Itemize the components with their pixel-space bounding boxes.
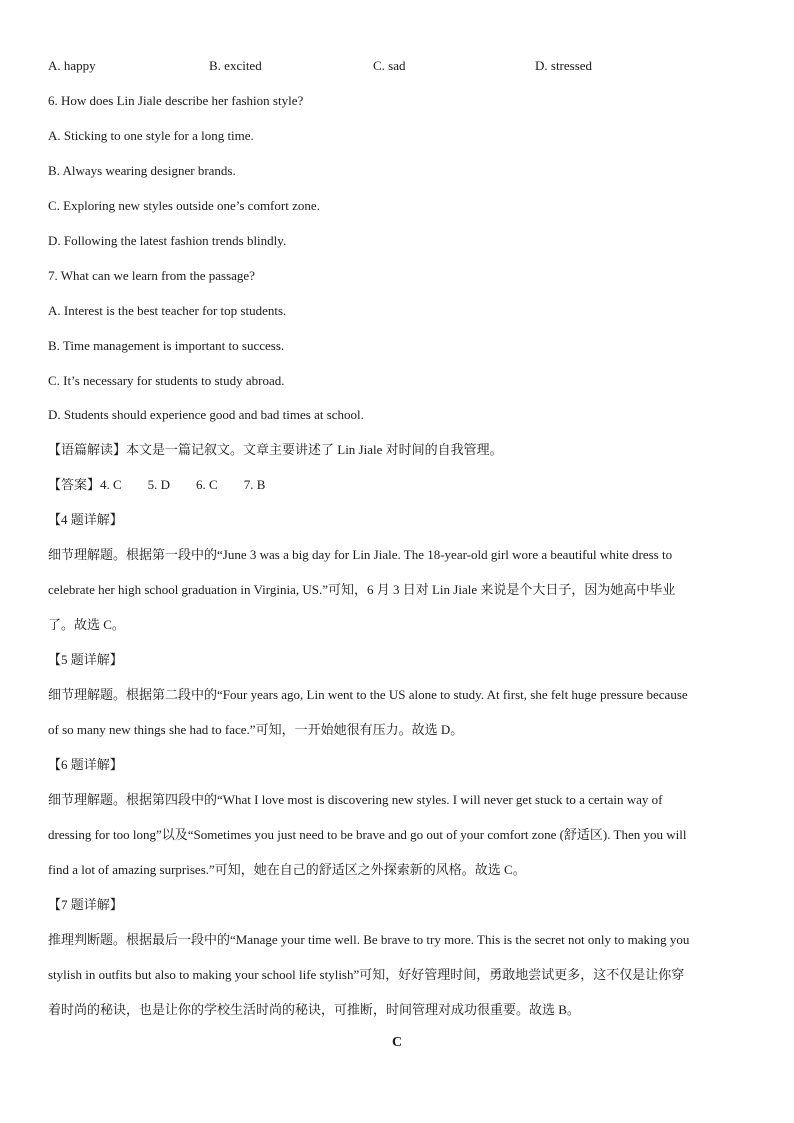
- q7-explanation-heading: 【7 题详解】: [48, 897, 123, 912]
- q4-explanation-line: 细节理解题。根据第一段中的“June 3 was a big day for Lin Jiale. The 18-year-old girl wore a beautiful white dress to: [48, 547, 673, 562]
- section-letter: C: [391, 1035, 403, 1050]
- q7-option-b: B. Time management is important to success.: [48, 338, 285, 353]
- q6-option-c: C. Exploring new styles outside one’s comfort zone.: [48, 198, 320, 213]
- q5-option-a: A. happy: [48, 58, 96, 73]
- q6-option-d: D. Following the latest fashion trends blindly.: [48, 233, 287, 248]
- q4-explanation-line: celebrate her high school graduation in Virginia, US.”可知，6 月 3 日对 Lin Jiale 来说是个大日子，因为她高中毕业: [48, 582, 676, 597]
- q6-explanation-heading: 【6 题详解】: [48, 757, 123, 772]
- passage-analysis: 【语篇解读】本文是一篇记叙文。文章主要讲述了 Lin Jiale 对时间的自我管理。: [48, 442, 503, 457]
- q6-question: 6. How does Lin Jiale describe her fashion style?: [48, 93, 304, 108]
- q7-option-a: A. Interest is the best teacher for top students.: [48, 303, 287, 318]
- q7-explanation-line: stylish in outfits but also to making your school life stylish”可知，好好管理时间，勇敢地尝试更多，这不仅是让你穿: [48, 967, 685, 982]
- q6-explanation-line: 细节理解题。根据第四段中的“What I love most is discovering new styles. I will never get stuck to a certain way of: [48, 792, 663, 807]
- q6-explanation-line: dressing for too long”以及“Sometimes you just need to be brave and go out of your comfort zone (舒适区). Then you will: [48, 827, 687, 842]
- q5-option-b: B. excited: [209, 58, 262, 73]
- q5-option-c: C. sad: [373, 58, 406, 73]
- q5-explanation-line: of so many new things she had to face.”可知，一开始她很有压力。故选 D。: [48, 722, 464, 737]
- q5-option-d: D. stressed: [535, 58, 593, 73]
- q4-explanation-heading: 【4 题详解】: [48, 512, 123, 527]
- answer-key: 【答案】4. C 5. D 6. C 7. B: [48, 477, 266, 492]
- q7-explanation-line: 推理判断题。根据最后一段中的“Manage your time well. Be brave to try more. This is the secret not only to making you: [48, 932, 690, 947]
- q5-explanation-heading: 【5 题详解】: [48, 652, 123, 667]
- q7-question: 7. What can we learn from the passage?: [48, 268, 255, 283]
- q6-option-a: A. Sticking to one style for a long time.: [48, 128, 254, 143]
- q6-option-b: B. Always wearing designer brands.: [48, 163, 236, 178]
- q7-option-d: D. Students should experience good and bad times at school.: [48, 407, 364, 422]
- q4-explanation-line: 了。故选 C。: [48, 617, 125, 632]
- q6-explanation-line: find a lot of amazing surprises.”可知，她在自己的舒适区之外探索新的风格。故选 C。: [48, 862, 526, 877]
- q7-explanation-line: 着时尚的秘诀，也是让你的学校生活时尚的秘诀，可推断，时间管理对成功很重要。故选 B。: [48, 1002, 580, 1017]
- q7-option-c: C. It’s necessary for students to study abroad.: [48, 373, 285, 388]
- q5-explanation-line: 细节理解题。根据第二段中的“Four years ago, Lin went to the US alone to study. At first, she felt huge pressure because: [48, 687, 688, 702]
